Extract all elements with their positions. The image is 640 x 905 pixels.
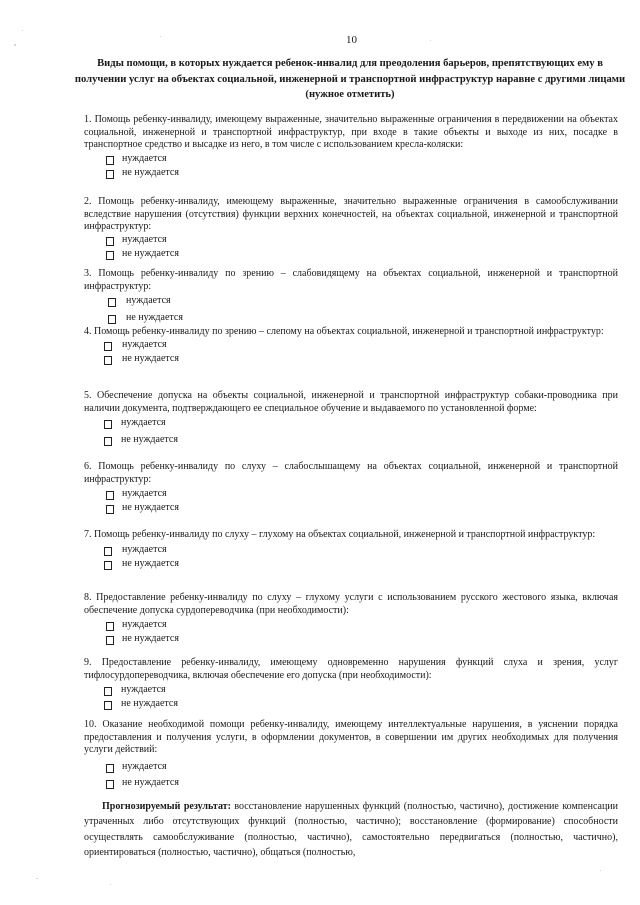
option-label: не нуждается bbox=[121, 698, 178, 710]
option-label: не нуждается bbox=[122, 166, 179, 178]
option-label: нуждается bbox=[122, 760, 167, 772]
option-label: нуждается bbox=[122, 619, 167, 631]
checkbox-icon[interactable] bbox=[108, 298, 116, 307]
checkbox-icon[interactable] bbox=[106, 170, 114, 179]
assistance-item-2 bbox=[84, 196, 618, 262]
checkbox-icon[interactable] bbox=[104, 701, 112, 710]
checkbox-icon[interactable] bbox=[104, 547, 112, 556]
option-label: не нуждается bbox=[126, 312, 183, 324]
item-text: 7. Помощь ребенку-инвалиду по слуху – глухому на объектах социальной, инженерной и транспортной инфраструктур: bbox=[84, 529, 596, 540]
option-label: не нуждается bbox=[121, 434, 178, 446]
option-label: нуждается bbox=[122, 543, 167, 555]
assistance-item-10 bbox=[84, 719, 618, 791]
checkbox-icon[interactable] bbox=[106, 491, 114, 500]
option-needs[interactable] bbox=[84, 684, 618, 698]
option-label: нуждается bbox=[126, 295, 171, 307]
option-needs[interactable] bbox=[84, 619, 618, 633]
option-needs[interactable] bbox=[84, 295, 618, 309]
option-not-needs[interactable] bbox=[84, 633, 618, 647]
result-text: восстановление нарушенных функций (полностью, частично), достижение компенсации утраченных либо отсутствующих функций (полностью, частично); восстановление (формирование) способности осуществлять самообслуживание (полностью, частично), самостоятельно передвигаться (полностью, частично), ориентироваться (полностью, частично), общаться (полностью, bbox=[84, 801, 618, 859]
option-label: нуждается bbox=[121, 417, 166, 429]
option-needs[interactable] bbox=[84, 153, 618, 167]
checkbox-icon[interactable] bbox=[106, 764, 114, 773]
scan-speck bbox=[600, 870, 601, 871]
result-label: Прогнозируемый результат: bbox=[102, 801, 231, 812]
option-label: нуждается bbox=[122, 233, 167, 245]
assistance-item-4 bbox=[84, 326, 618, 367]
option-not-needs[interactable] bbox=[84, 312, 618, 326]
item-text: 4. Помощь ребенку-инвалиду по зрению – слепому на объектах социальной, инженерной и транспортной инфраструктур: bbox=[84, 326, 604, 337]
option-not-needs[interactable] bbox=[84, 777, 618, 791]
option-needs[interactable] bbox=[84, 234, 618, 248]
option-label: нуждается bbox=[122, 152, 167, 164]
option-label: не нуждается bbox=[122, 633, 179, 645]
item-text: 3. Помощь ребенку-инвалиду по зрению – слабовидящему на объектах социальной, инженерной и транспортной инфраструктур: bbox=[84, 268, 618, 292]
option-label: не нуждается bbox=[122, 247, 179, 259]
checkbox-icon[interactable] bbox=[104, 342, 112, 351]
checkbox-icon[interactable] bbox=[108, 315, 116, 324]
option-not-needs[interactable] bbox=[84, 434, 618, 448]
checkbox-icon[interactable] bbox=[104, 687, 112, 696]
predicted-result bbox=[84, 799, 618, 861]
page-title: Виды помощи, в которых нуждается ребенок-инвалид для преодоления барьеров, препятствующих ему в получении услуг на объектах социальной, инженерной и транспортной инфраструктур наравне с другими лицами (нужное отметить) bbox=[74, 58, 626, 100]
scan-speck bbox=[110, 884, 111, 885]
checkbox-icon[interactable] bbox=[106, 505, 114, 514]
option-label: нуждается bbox=[122, 488, 167, 500]
option-label: не нуждается bbox=[122, 502, 179, 514]
option-not-needs[interactable] bbox=[84, 558, 618, 572]
option-needs[interactable] bbox=[84, 761, 618, 775]
option-label: нуждается bbox=[121, 684, 166, 696]
assistance-item-5 bbox=[84, 390, 618, 448]
page-number: 10 bbox=[346, 34, 357, 46]
item-text: 5. Обеспечение допуска на объекты социальной, инженерной и транспортной инфраструктур собаки-проводника при наличии документа, подтверждающего ее специальное обучение и выдаваемого по установленной форме: bbox=[84, 390, 618, 414]
assistance-item-7 bbox=[84, 529, 618, 572]
option-needs[interactable] bbox=[84, 417, 618, 431]
checkbox-icon[interactable] bbox=[104, 420, 112, 429]
checkbox-icon[interactable] bbox=[106, 156, 114, 165]
checkbox-icon[interactable] bbox=[104, 356, 112, 365]
option-not-needs[interactable] bbox=[84, 248, 618, 262]
checkbox-icon[interactable] bbox=[104, 561, 112, 570]
option-needs[interactable] bbox=[84, 339, 618, 353]
checkbox-icon[interactable] bbox=[106, 251, 114, 260]
option-label: не нуждается bbox=[122, 352, 179, 364]
option-needs[interactable] bbox=[84, 544, 618, 558]
item-text: 9. Предоставление ребенку-инвалиду, имеющему одновременно нарушения функций слуха и зрения, услуг тифлосурдопереводчика, включая обеспечение его допуска (при необходимости): bbox=[84, 657, 618, 681]
option-not-needs[interactable] bbox=[84, 353, 618, 367]
option-not-needs[interactable] bbox=[84, 502, 618, 516]
assistance-item-6 bbox=[84, 461, 618, 516]
option-needs[interactable] bbox=[84, 488, 618, 502]
assistance-item-1 bbox=[84, 114, 618, 181]
assistance-item-3 bbox=[84, 268, 618, 326]
scan-speck bbox=[430, 40, 431, 41]
scan-speck bbox=[14, 44, 16, 46]
item-text: 10. Оказание необходимой помощи ребенку-инвалиду, имеющему интеллектуальные нарушения, в уяснении порядка предоставления и получения услуги, в оформлении документов, в совершении им других необходимых для получения услуги действий: bbox=[84, 719, 618, 756]
assistance-item-9 bbox=[84, 657, 618, 712]
checkbox-icon[interactable] bbox=[104, 437, 112, 446]
checkbox-icon[interactable] bbox=[106, 237, 114, 246]
scan-speck bbox=[36, 878, 38, 879]
scan-speck bbox=[22, 30, 23, 31]
item-text: 8. Предоставление ребенку-инвалиду по слуху – глухому услуги с использованием русского жестового языка, включая обеспечение допуска сурдопереводчика (при необходимости): bbox=[84, 592, 618, 616]
checkbox-icon[interactable] bbox=[106, 780, 114, 789]
item-text: 2. Помощь ребенку-инвалиду, имеющему выраженные, значительно выраженные ограничения в самообслуживании вследствие нарушения (отсутствия) функции верхних конечностей, на объектах социальной, инженерной и транспортной инфраструктур: bbox=[84, 196, 618, 233]
checkbox-icon[interactable] bbox=[106, 636, 114, 645]
option-not-needs[interactable] bbox=[84, 167, 618, 181]
option-label: не нуждается bbox=[122, 776, 179, 788]
option-not-needs[interactable] bbox=[84, 698, 618, 712]
assistance-item-8 bbox=[84, 592, 618, 647]
option-label: нуждается bbox=[122, 338, 167, 350]
option-label: не нуждается bbox=[122, 557, 179, 569]
checkbox-icon[interactable] bbox=[106, 622, 114, 631]
item-text: 1. Помощь ребенку-инвалиду, имеющему выраженные, значительно выраженные ограничения в передвижении на объектах социальной, инженерной и транспортной инфраструктур, при входе в такие объекты и выходе из них, посадке в транспортное средство и высадке из него, в том числе с использованием кресла-коляски: bbox=[84, 114, 618, 151]
item-text: 6. Помощь ребенку-инвалиду по слуху – слабослышащему на объектах социальной, инженерной и транспортной инфраструктур: bbox=[84, 461, 618, 485]
scan-speck bbox=[160, 36, 161, 37]
